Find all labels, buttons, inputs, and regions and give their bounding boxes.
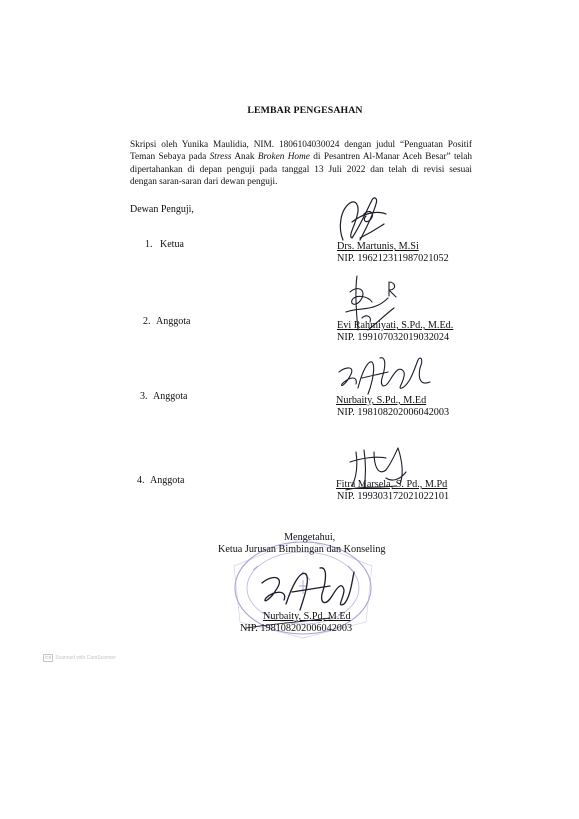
examiner-name: Nurbaity, S.Pd., M.Ed [336,395,427,406]
approval-paragraph [130,139,472,188]
examiner-nip: NIP. 198108202006042003 [337,407,450,418]
camscanner-watermark-text: Scanned with CamScanner [55,655,116,661]
paragraph-line [130,151,472,163]
examiner-role: Anggota [150,475,185,486]
camscanner-watermark [43,654,116,662]
examiner-number: 1. [145,239,153,250]
paragraph-line: dengan saran-saran dari dewan penguji. [130,176,278,187]
examiners-heading: Dewan Penguji, [130,204,194,215]
examiner-number: 3. [140,391,148,402]
examiner-name: Evi Rahmiyati, S.Pd., M.Ed. [337,320,454,331]
examiner-number: 2. [143,316,151,327]
italic-term-stress: Stress [209,152,232,163]
examiner-role: Anggota [156,316,191,327]
examiner-name: Drs. Martunis, M.Si [337,241,419,252]
examiner-nip: NIP. 196212311987021052 [337,253,449,264]
approval-label: Mengetahui, [284,532,336,543]
paragraph-text: Teman Sebaya pada [130,152,210,163]
italic-term-broken-home: Broken Home [257,152,310,163]
paragraph-line: dipertahankan di depan penguji pada tanggal 13 Juli 2022 dan telah di revisi sesuai [130,164,472,175]
approval-name: Nurbaity, S.Pd, M.Ed [263,611,351,622]
examiner-nip: NIP. 199107032019032024 [337,332,450,343]
approval-position: Ketua Jurusan Bimbingan dan Konseling [218,544,386,555]
examiner-number: 4. [137,475,145,486]
paragraph-text: Anak [231,152,258,163]
examiner-nip: NIP. 199303172021022101 [337,491,450,502]
document-title: LEMBAR PENGESAHAN [247,105,363,116]
paragraph-text: di Pesantren Al-Manar Aceh Besar” telah [309,152,473,163]
examiner-role: Anggota [153,391,188,402]
examiner-role: Ketua [160,239,184,250]
examiner-name: Fitra Marsela, S. Pd., M.Pd [336,479,448,490]
paragraph-line: Skripsi oleh Yunika Maulidia, NIM. 1806104030024 dengan judul “Penguatan Positif [130,140,472,150]
camscanner-logo-icon: CS [45,655,52,660]
approval-nip: NIP. 198108202006042003 [240,623,353,634]
